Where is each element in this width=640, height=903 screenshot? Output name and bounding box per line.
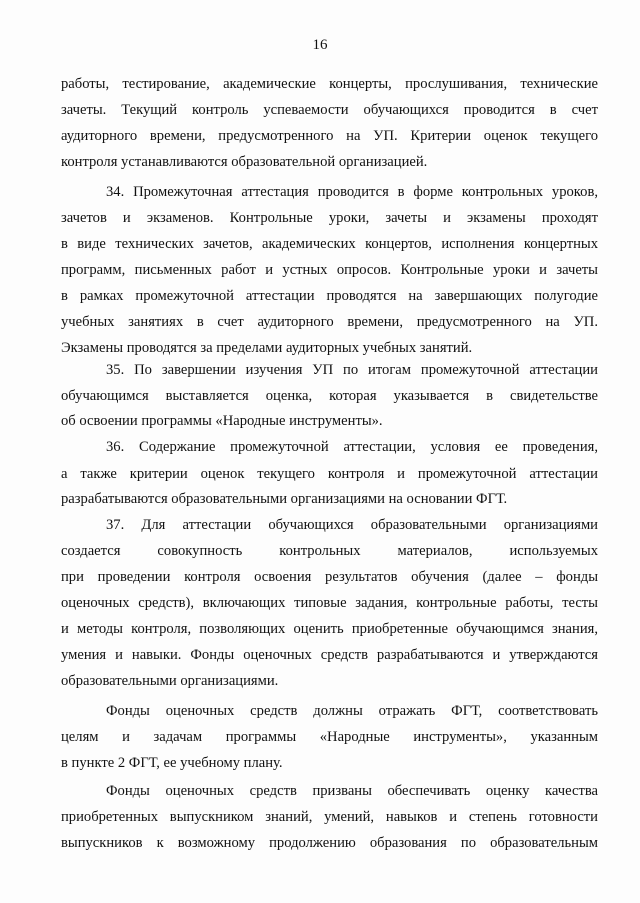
text-line: 36. Содержание промежуточной аттестации, условия ее проведения,: [106, 439, 598, 455]
text-line: а также критерии оценок текущего контроля и промежуточной аттестации: [61, 466, 598, 482]
text-line: зачеты. Текущий контроль успеваемости обучающихся проводится в счет: [61, 102, 598, 118]
text-line: зачетов и экзаменов. Контрольные уроки, зачеты и экзамены проходят: [61, 210, 598, 226]
text-line: при проведении контроля освоения результатов обучения (далее – фонды: [61, 569, 598, 585]
text-line: Фонды оценочных средств должны отражать ФГТ, соответствовать: [106, 703, 598, 719]
page-number: 16: [312, 37, 328, 53]
text-line: 34. Промежуточная аттестация проводится в форме контрольных уроков,: [106, 184, 598, 200]
text-line: целям и задачам программы «Народные инструменты», указанным: [61, 729, 598, 745]
text-line: работы, тестирование, академические концерты, прослушивания, технические: [61, 76, 598, 92]
text-line: и методы контроля, позволяющих оценить приобретенные обучающимся знания,: [61, 621, 598, 637]
text-line: в пункте 2 ФГТ, ее учебному плану.: [61, 755, 283, 771]
text-line: в виде технических зачетов, академических концертов, исполнения концертных: [61, 236, 598, 252]
text-line: Экзамены проводятся за пределами аудиторных учебных занятий.: [61, 340, 473, 356]
text-line: разрабатываются образовательными организациями на основании ФГТ.: [61, 491, 508, 507]
text-line: 37. Для аттестации обучающихся образовательными организациями: [106, 517, 598, 533]
text-line: в рамках промежуточной аттестации проводятся на завершающих полугодие: [61, 288, 598, 304]
text-line: оценочных средств), включающих типовые задания, контрольные работы, тесты: [61, 595, 598, 611]
text-line: об освоении программы «Народные инструменты».: [61, 413, 383, 429]
text-line: Фонды оценочных средств призваны обеспечивать оценку качества: [106, 783, 598, 799]
text-line: выпускников к возможному продолжению образования по образовательным: [61, 835, 598, 851]
text-line: образовательными организациями.: [61, 673, 279, 689]
text-line: учебных занятиях в счет аудиторного времени, предусмотренного на УП.: [61, 314, 598, 330]
text-line: аудиторного времени, предусмотренного на УП. Критерии оценок текущего: [61, 128, 598, 144]
text-line: умения и навыки. Фонды оценочных средств разрабатываются и утверждаются: [61, 647, 598, 663]
text-line: создается совокупность контрольных материалов, используемых: [61, 543, 598, 559]
text-line: 35. По завершении изучения УП по итогам промежуточной аттестации: [106, 362, 598, 378]
text-line: контроля устанавливаются образовательной организацией.: [61, 154, 428, 170]
text-line: обучающимся выставляется оценка, которая указывается в свидетельстве: [61, 388, 598, 404]
text-line: приобретенных выпускником знаний, умений, навыков и степень готовности: [61, 809, 598, 825]
text-line: программ, письменных работ и устных опросов. Контрольные уроки и зачеты: [61, 262, 598, 278]
